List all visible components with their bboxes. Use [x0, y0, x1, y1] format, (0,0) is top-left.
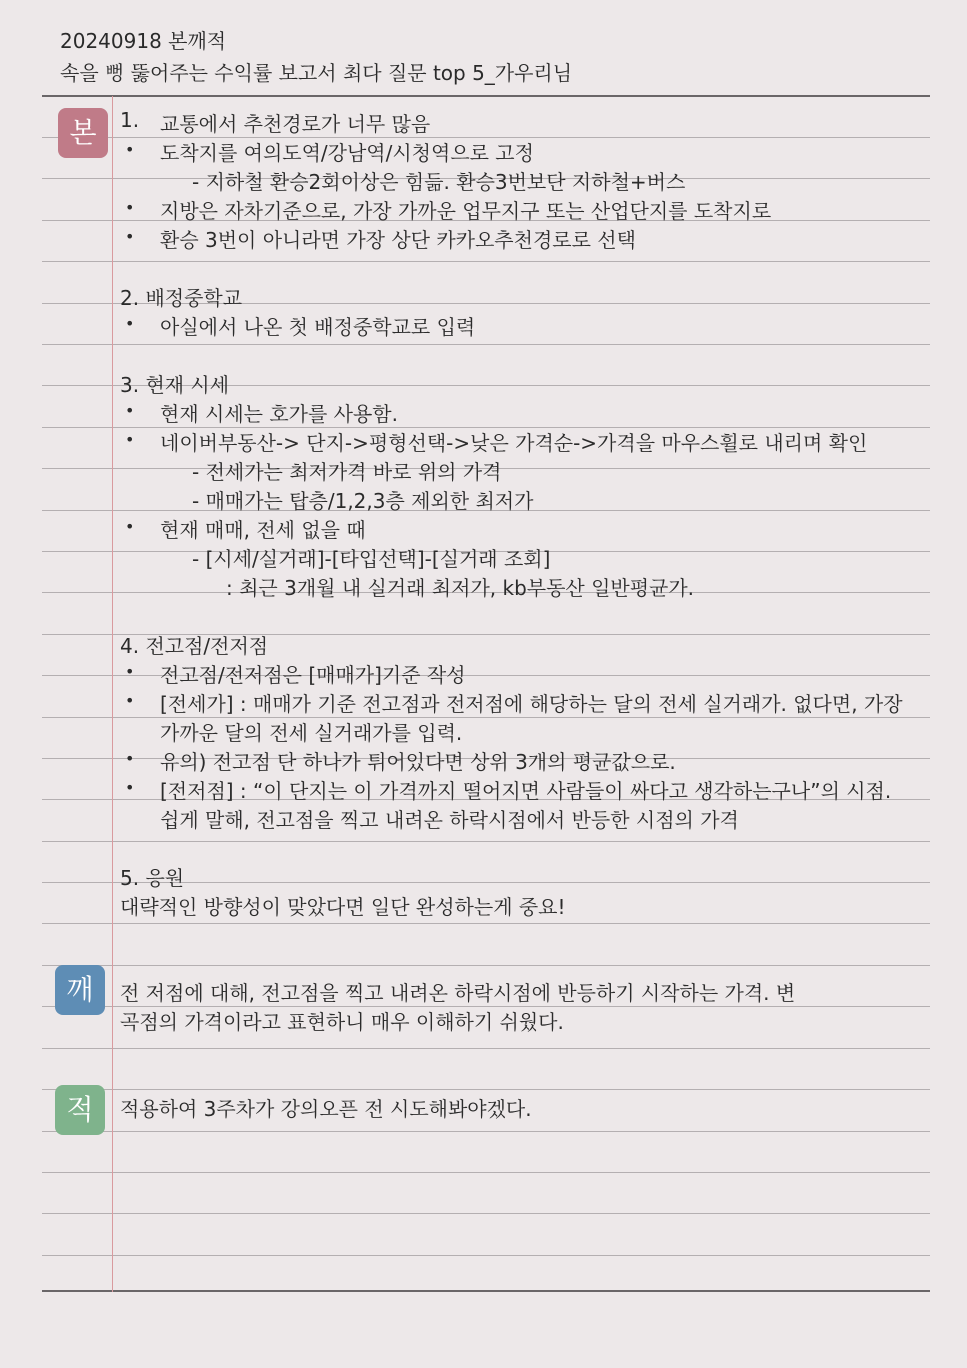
section4-bullet1: 전고점/전저점은 [매매가]기준 작성: [160, 663, 466, 687]
bullet-dot: •: [125, 430, 135, 449]
lecture-title: 속을 뻥 뚫어주는 수익률 보고서 최다 질문 top 5_가우리님: [60, 61, 573, 85]
section4-bullet2-line1: [전세가] : 매매가 기준 전고점과 전저점에 해당하는 달의 전세 실거래가. 없다면, 가장: [160, 692, 903, 716]
ruled-line: [42, 841, 930, 842]
ruled-line: [42, 1089, 930, 1090]
section3-title: 3. 현재 시세: [120, 373, 230, 397]
section5-title: 5. 응원: [120, 866, 185, 890]
bullet-dot: •: [125, 140, 135, 159]
badge-bon: 본: [58, 108, 108, 158]
section4-bullet3: 유의) 전고점 단 하나가 튀어있다면 상위 3개의 평균값으로.: [160, 750, 676, 774]
ruled-line: [42, 1213, 930, 1214]
section4-bullet4-line1: [전저점] : “이 단지는 이 가격까지 떨어지면 사람들이 싸다고 생각하는구나”의 시점.: [160, 779, 892, 803]
section3-bullet3-sub1: - [시세/실거래]-[타입선택]-[실거래 조회]: [192, 547, 551, 571]
section2-title: 2. 배정중학교: [120, 286, 243, 310]
date-title: 20240918 본깨적: [60, 29, 227, 53]
ruled-line: [42, 1048, 930, 1049]
bullet-dot: •: [125, 749, 135, 768]
badge-kkae: 깨: [55, 965, 105, 1015]
kkae-line1: 전 저점에 대해, 전고점을 찍고 내려온 하락시점에 반등하기 시작하는 가격. 변: [120, 981, 796, 1005]
section1-bullet3: 환승 3번이 아니라면 가장 상단 카카오추천경로로 선택: [160, 228, 636, 252]
jeok-line1: 적용하여 3주차가 강의오픈 전 시도해봐야겠다.: [120, 1097, 532, 1121]
section4-bullet2-line2: 가까운 달의 전세 실거래가를 입력.: [160, 721, 463, 745]
section1-bullet1: 도착지를 여의도역/강남역/시청역으로 고정: [160, 141, 534, 165]
ruled-line: [42, 965, 930, 966]
margin-line: [112, 96, 113, 1292]
kkae-line2: 곡점의 가격이라고 표현하니 매우 이해하기 쉬웠다.: [120, 1010, 564, 1034]
ruled-line: [42, 1255, 930, 1256]
ruled-line: [42, 1172, 930, 1173]
section1-number: 1.: [120, 108, 140, 132]
section3-bullet3-sub2: : 최근 3개월 내 실거래 최저가, kb부동산 일반평균가.: [226, 576, 695, 600]
section3-bullet1: 현재 시세는 호가를 사용함.: [160, 402, 398, 426]
section3-bullet2-sub1: - 전세가는 최저가격 바로 위의 가격: [192, 460, 502, 484]
section3-bullet2-sub2: - 매매가는 탑층/1,2,3층 제외한 최저가: [192, 489, 534, 513]
ruled-line: [42, 344, 930, 345]
badge-jeok: 적: [55, 1085, 105, 1135]
ruled-line: [42, 1131, 930, 1132]
section4-bullet4-line2: 쉽게 말해, 전고점을 찍고 내려온 하락시점에서 반등한 시점의 가격: [160, 808, 739, 832]
bullet-dot: •: [125, 778, 135, 797]
bullet-dot: •: [125, 314, 135, 333]
section3-bullet2: 네이버부동산-> 단지->평형선택->낮은 가격순->가격을 마우스휠로 내리며 확인: [160, 431, 868, 455]
section1-bullet2: 지방은 자차기준으로, 가장 가까운 업무지구 또는 산업단지를 도착지로: [160, 199, 772, 223]
bullet-dot: •: [125, 401, 135, 420]
bullet-dot: •: [125, 517, 135, 536]
ruled-line: [42, 923, 930, 924]
section2-bullet1: 아실에서 나온 첫 배정중학교로 입력: [160, 315, 476, 339]
section1-bullet1-sub: - 지하철 환승2회이상은 힘듦. 환승3번보단 지하철+버스: [192, 170, 686, 194]
section3-bullet3: 현재 매매, 전세 없을 때: [160, 518, 366, 542]
section4-title: 4. 전고점/전저점: [120, 634, 269, 658]
ruled-line: [42, 261, 930, 262]
section1-title: 교통에서 추천경로가 너무 많음: [160, 112, 431, 136]
top-rule: [42, 95, 930, 97]
bullet-dot: •: [125, 198, 135, 217]
bullet-dot: •: [125, 662, 135, 681]
bullet-dot: •: [125, 691, 135, 710]
bottom-rule: [42, 1290, 930, 1292]
section5-text: 대략적인 방향성이 맞았다면 일단 완성하는게 중요!: [120, 895, 566, 919]
bullet-dot: •: [125, 227, 135, 246]
